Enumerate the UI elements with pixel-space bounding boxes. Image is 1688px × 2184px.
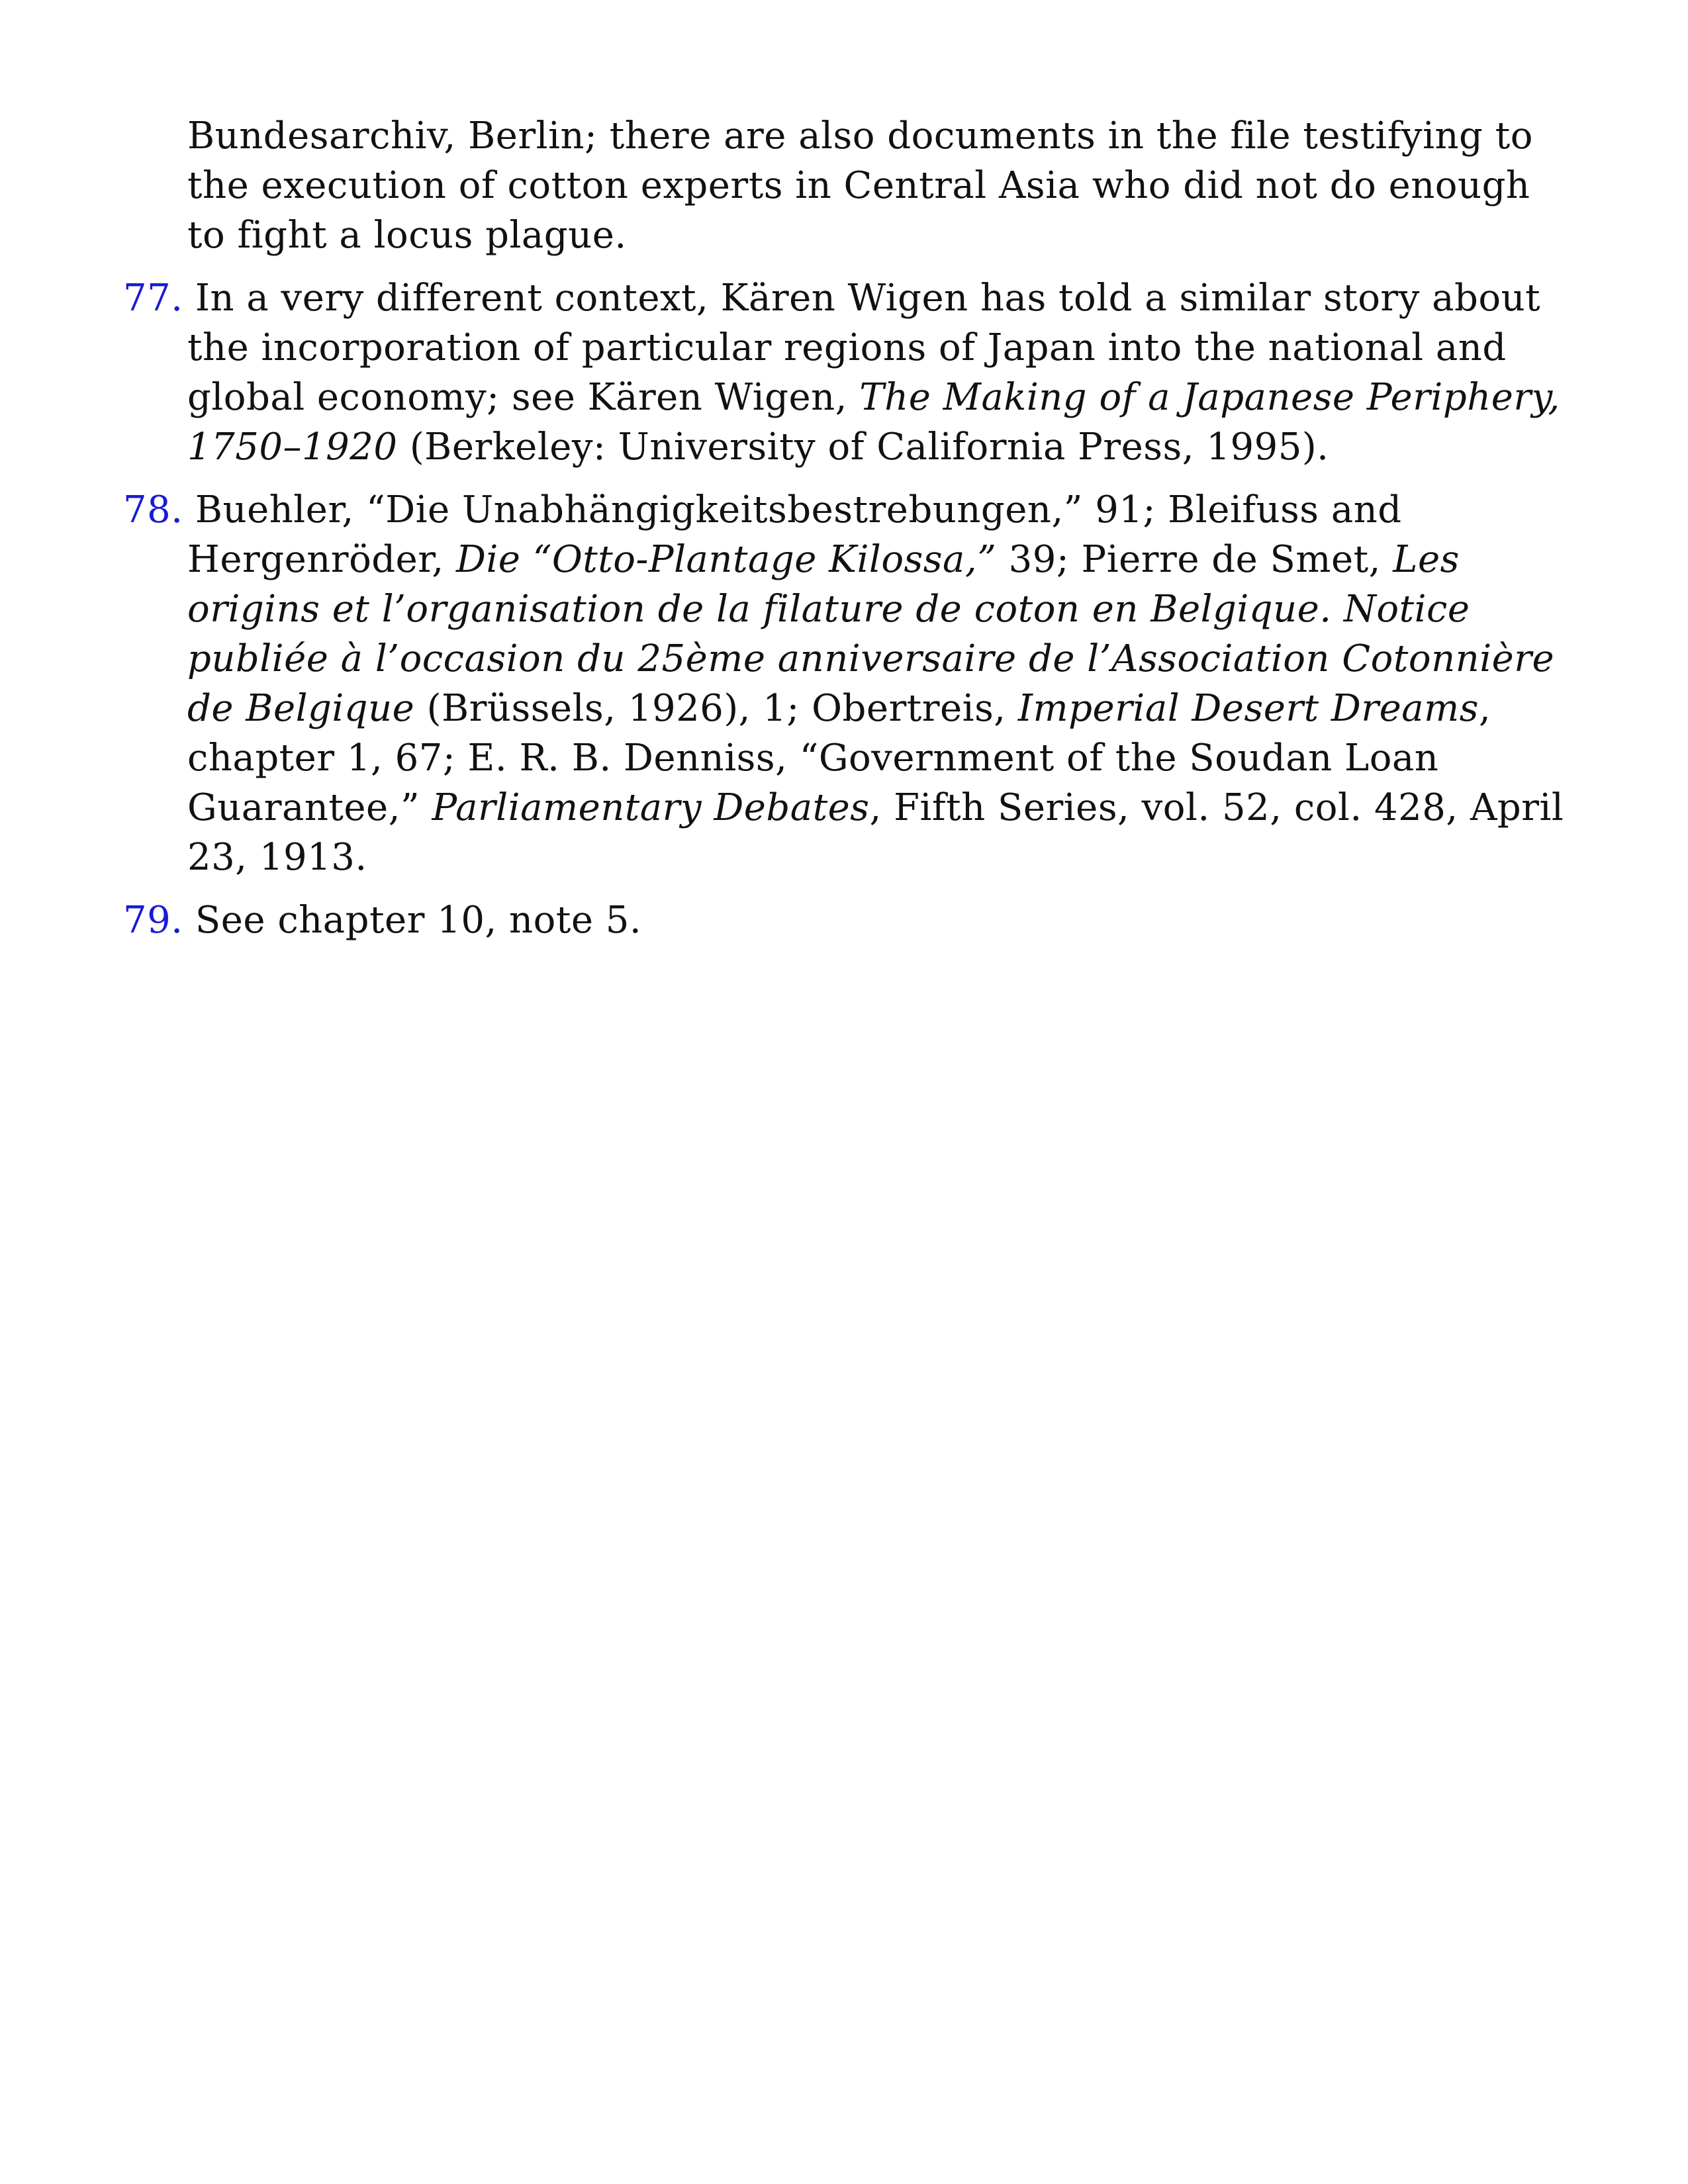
note-text: In a very different context, Kären Wigen has told a similar story about the incorporation of particular regions of Japan into the national and global economy; see Kären Wigen, (187, 277, 1541, 419)
book-title: Les origins et l’organisation de la filature de coton en Belgique. Notice publiée à l’occasion du 25ème anniversaire de l’Association Cotonnière de Belgique (187, 538, 1555, 730)
note-79 (123, 895, 1566, 945)
endnotes-list (123, 111, 1566, 958)
note-text: 39; Pierre de Smet, (996, 538, 1393, 581)
book-title: The Making of a Japanese Periphery, 1750–1920 (187, 376, 1560, 469)
note-text: See chapter 10, note 5. (195, 899, 642, 942)
book-title: Die “Otto-Plantage Kilossa,” (456, 538, 997, 581)
note-continuation (123, 111, 1566, 260)
note-text: Buehler, “Die Unabhängigkeitsbestrebungen,” 91; Bleifuss and Hergenröder, (187, 488, 1402, 581)
note-number-link[interactable]: 79. (123, 899, 183, 942)
note-text: (Brüssels, 1926), 1; Obertreis, (414, 687, 1018, 730)
note-text: , Fifth Series, vol. 52, col. 428, April 23, 1913. (187, 786, 1564, 879)
publication-title: Parliamentary Debates (432, 786, 870, 829)
note-text: , chapter 1, 67; E. R. B. Denniss, “Government of the Soudan Loan Guarantee,” (187, 687, 1491, 829)
note-text: Bundesarchiv, Berlin; there are also documents in the file testifying to the execution of cotton experts in Central Asia who did not do enough to fight a locus plague. (187, 114, 1533, 257)
book-title: Imperial Desert Dreams (1017, 687, 1479, 730)
note-number-link[interactable]: 78. (123, 488, 183, 531)
note-77 (123, 273, 1566, 472)
note-number-link[interactable]: 77. (123, 277, 183, 320)
note-78 (123, 485, 1566, 882)
note-text: (Berkeley: University of California Press, 1995). (397, 426, 1329, 469)
